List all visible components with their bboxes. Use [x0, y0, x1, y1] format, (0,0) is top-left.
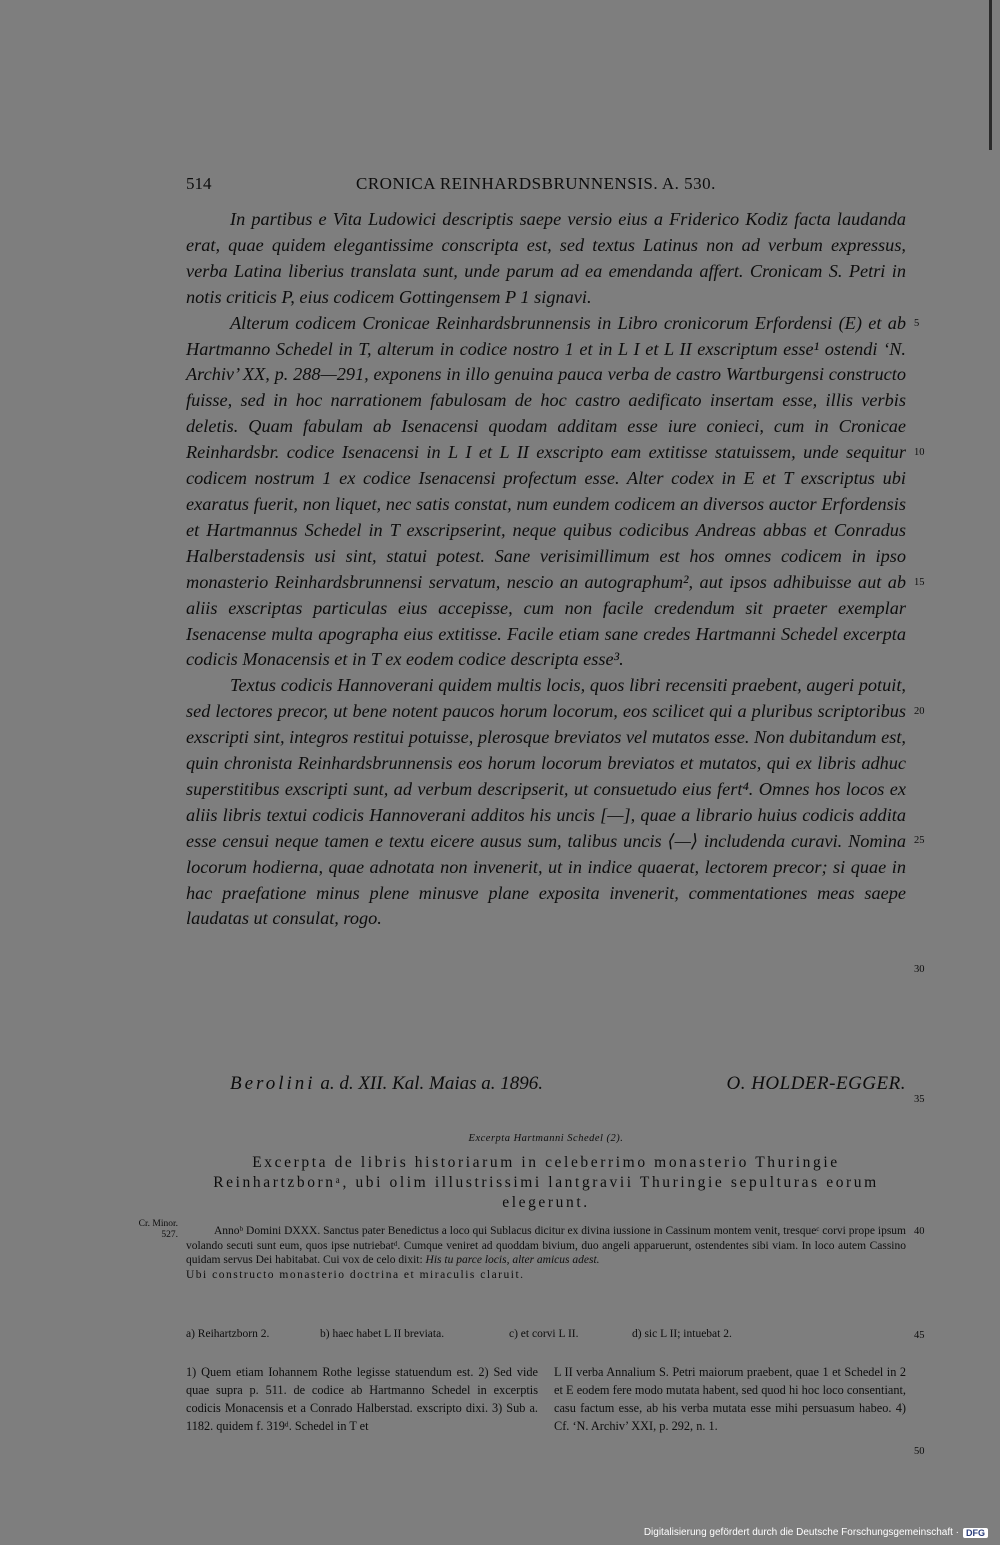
line-number: 30: [914, 964, 925, 975]
footer-text: Digitalisierung gefördert durch die Deutsche Forschungsgemeinschaft ·: [643, 1527, 959, 1538]
preface-paragraph: In partibus e Vita Ludowici descriptis saepe versio eius a Friderico Kodiz facta laudanda erat, quae quidem elegantissime conscripta est, sed textus Latinus non ad verbum expressus, verba Latina liberius translata sunt, unde parum ad ea emendanda affert. Cronicam S. Petri in notis criticis P, eius codicem Gottingensem P 1 signavi.: [186, 209, 906, 307]
apparatus-note: b) haec habet L II breviata.: [320, 1328, 445, 1340]
line-number: 50: [914, 1446, 925, 1457]
signature-date: a. d. XII. Kal. Maias a. 1896.: [320, 1073, 544, 1094]
apparatus-note: d) sic L II; intuebat 2.: [632, 1328, 732, 1340]
line-number: 5: [914, 318, 920, 329]
signature-place: Berolini: [230, 1073, 316, 1094]
footnotes-right-column: L II verba Annalium S. Petri maiorum praebent, quae 1 et Schedel in 2 et E eodem fere modo mutata habent, sed quod hi hoc loco consentiant, casu factum esse, ab his verba mutata esse mihi persuasum habeo. 4) Cf. ‘N. Archiv’ XXI, p. 292, n. 1.: [554, 1365, 906, 1433]
preface-text: [186, 207, 906, 932]
apparatus-note: a) Reihartzborn 2.: [186, 1328, 270, 1340]
margin-source-reference: Cr. Minor. 527.: [138, 1219, 178, 1240]
dfg-logo-icon: DFG: [963, 1528, 988, 1538]
line-number: 35: [914, 1094, 925, 1105]
page-number: 514: [186, 174, 212, 193]
line-number: 25: [914, 835, 925, 846]
page-edge-shadow: [989, 0, 992, 150]
preface-paragraph: Alterum codicem Cronicae Reinhardsbrunnensis in Libro cronicorum Erfordensi (E) et ab Hartmanno Schedel in T, alterum in codice nostro 1 et in L I et L II exscriptum esse¹ ostendi ‘N. Archiv’ XX, p. 288—291, exponens in illo genuina pauca verba de castro Wartburgensi constructo fuisse, sed in hoc narrationem fabulosam de hoc castro aedificato insertam esse, illis verbis deletis. Quam fabulam ab Isenacensi quodam additam esse iure conieci, cum in Cronicae Reinhardsbr. codice Isenacensi in L I et L II exscripto eam extitisse statuissem, unde sequitur codicem nostrum 1 ex codice Isenacensi profectum esse. Alter codex in E et T exscriptus ubi exaratus fuerit, non liquet, nec satis constat, num eundem codicem an diversos auctor Erfordensis et Hartmannus Schedel in T exscripserint, neque quibus codicibus Andreas abbas et Conradus Halberstadensis usi sint, statui potest. Sane verisimillimum est hos omnes codicem in ipso monasterio Reinhardsbrunnensi servatum, nescio an autographum², aut ipsos adhibuisse aut ab aliis exscriptas particulas eius accepisse, cum non facile credendum sit praeter exemplar Isenacense multa apographa eius extitisse. Facile etiam sane credes Hartmanni Schedel excerpta codicis Monacensis et in T ex eodem codice descripta esse³.: [186, 312, 906, 670]
preface-paragraph: Textus codicis Hannoverani quidem multis locis, quos libri recensiti praebent, augeri potuit, sed lectores precor, ut bene notent paucos horum locorum, eos scilicet qui a pluribus scriptoribus exscripti sint, integros restitui potuisse, plerosque breviatos vel mutatos esse. Non dubitandum est, quin chronista Reinhardsbrunnensis eos horum locorum breviatos et mutatos, qui ex libris adhuc superstitibus exscripti sunt, ad verbum descripserit, ut consuetudo eius fert⁴. Omnes hos locos ex aliis libris textui codicis Hannoverani additos his uncis [—], quae a librario huius codicis addita esse censui neque tamen e textu eicere ausus sum, talibus uncis ⟨—⟩ includenda curavi. Nomina locorum hodierna, quae adnotata non invenerit, ut in indice quaerat, lectorem precor; si quae in hac praefatione minus plene minusve plane exposita invenerit, commentationes meas saepe laudatas ut consulat, rogo.: [186, 675, 906, 929]
footnotes-left-column: 1) Quem etiam Iohannem Rothe legisse statuendum est. 2) Sed vide quae supra p. 511. de codice ab Hartmanno Schedel in excerptis codicis Monacensis et a Conrado Halberstad. exscripto dixi. 3) Sub a. 1182. quidem f. 319ᵈ. Schedel in T et: [186, 1365, 538, 1433]
running-title: CRONICA REINHARDSBRUNNENSIS. A. 530.: [356, 174, 716, 193]
line-number: 10: [914, 447, 925, 458]
line-number: 15: [914, 577, 925, 588]
line-number: 45: [914, 1330, 925, 1341]
apparatus-note: c) et corvi L II.: [509, 1328, 579, 1340]
line-number: 20: [914, 706, 925, 717]
signature-author: O. HOLDER-EGGER.: [726, 1073, 906, 1094]
excerpta-paragraph: Ubi constructo monasterio doctrina et miraculis claruit.: [186, 1268, 525, 1281]
excerpta-heading: Excerpta de libris historiarum in celeberrimo monasterio Thuringie Reinhartzbornᵃ, ubi olim illustrissimi lantgravii Thuringie sepulturas eorum elegerunt.: [213, 1154, 879, 1211]
verse-quotation: His tu parce locis, alter amicus adest.: [425, 1254, 600, 1266]
excerpta-text: [186, 1224, 906, 1282]
digitization-footer: [644, 1527, 988, 1538]
excerpta-caption: Excerpta Hartmanni Schedel (2).: [468, 1133, 624, 1144]
excerpta-paragraph: Annoᵇ Domini DXXX. Sanctus pater Benedictus a loco qui Sublacus dicitur ex divina iussione in Cassinum montem venit, tresqueᶜ corvi prope ipsum volando secuti sunt eum, quos ipse nutriebatᵈ. Cumque veniret ad quoddam bivium, duo angeli apparuerunt, ostendentes sibi viam. In loco autem Cassino quidam servus Dei habitabat. Cui vox de celo dixit: His tu parce locis, alter amicus adest.: [186, 1225, 906, 1266]
line-number: 40: [914, 1226, 925, 1237]
